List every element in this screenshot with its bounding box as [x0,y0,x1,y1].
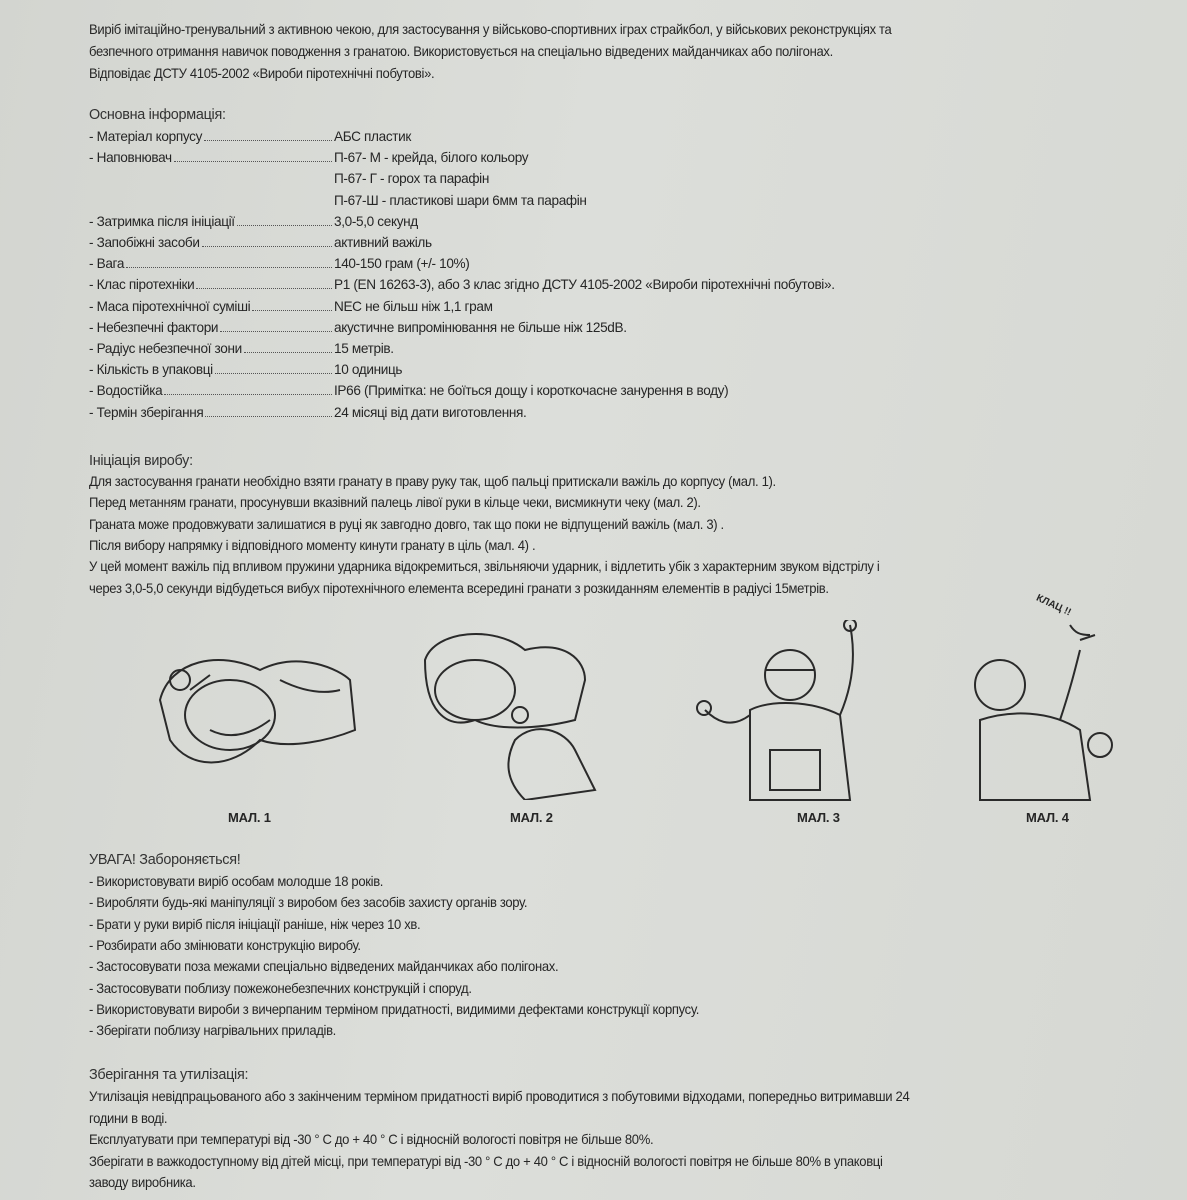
info-row [89,338,394,359]
info-value: 10 одиниць [334,362,403,378]
leader-dots [237,211,332,226]
intro-line: безпечного отримання навичок поводження з гранатою. Використовується на спеціально відведених майданчиках або полігонах. [89,44,833,59]
leader-dots [204,126,332,141]
info-key: - Маса піротехнічної суміші [89,298,251,314]
info-value: 24 місяці від дати виготовлення. [334,404,527,420]
info-key: - Термін зберігання [89,404,204,420]
info-row [89,147,528,168]
info-value: 15 метрів. [334,341,394,356]
text-line: - Використовувати вироби з вичерпаним терміном придатності, видимими дефектами конструкції корпусу. [89,1001,700,1017]
text-line: Граната може продовжувати залишатися в руці як завгодно довго, так що поки не відпущений важіль (мал. 3) . [89,516,724,532]
sound-effect-label: КЛАЦ !! [1034,592,1073,619]
leader-dots [220,317,332,332]
text-line: - Виробляти будь-які маніпуляції з виробом без засобів захисту органів зору. [89,895,528,911]
info-row [89,232,432,253]
info-key: - Запобіжні засоби [89,235,200,250]
info-row [89,274,835,295]
info-row [89,168,489,189]
text-line: заводу виробника. [89,1175,196,1190]
figure-soldier-throwing [960,620,1140,810]
info-value: 140-150 грам (+/- 10%) [334,256,470,272]
figure-soldier-holding-grenade [690,620,890,810]
info-row [89,359,402,380]
figure-caption: МАЛ. 4 [1026,810,1069,825]
leader-dots [164,380,332,395]
figure-hand-holding-grenade [150,620,370,800]
text-line: Для застосування гранати необхідно взяти гранату в праву руку так, щоб пальці притискали важіль до корпусу (мал. 1). [89,474,776,489]
text-line: У цей момент важіль під впливом пружини ударника відокремиться, звільняючи ударник, і відлетить убік з характерним звуком відстрілу і [89,559,880,575]
info-value: акустичне випромінювання не більше ніж 125dB. [334,319,627,335]
text-line: через 3,0-5,0 секунди відбудеться вибух піротехнічного елемента всередині гранати з розкиданням елементів в радіусі 15метрів. [89,580,829,596]
leader-dots [244,338,332,353]
info-key: - Клас піротехніки [89,277,195,293]
text-line: - Застосовувати поза межами спеціально відведених майданчиках або полігонах. [89,959,559,975]
leader-dots [126,253,332,268]
info-value: П-67- М - крейда, білого кольору [334,150,529,166]
leader-dots [252,296,332,311]
text-line: - Брати у руки виріб після ініціації раніше, ніж через 10 хв. [89,916,421,932]
info-value: P1 (EN 16263-3), або 3 клас згідно ДСТУ 4105-2002 «Вироби піротехнічні побутові». [334,277,835,293]
info-value: 3,0-5,0 секунд [334,213,418,229]
info-key: - Вага [89,256,125,272]
basic-info-heading: Основна інформація: [89,106,226,123]
intro-line: Виріб імітаційно-тренувальний з активною чекою, для застосування у військово-спортивних іграх страйкбол, у військових реконструкціях та [89,22,892,37]
text-line: Перед метанням гранати, просунувши вказівний палець лівої руки в кільце чеки, висмикнути чеку (мал. 2). [89,495,701,511]
info-row [89,402,526,423]
text-line: Утилізація невідпрацьованого або з закінченим терміном придатності виріб проводитися з побутовими відходами, попередньо витримавши 24 [89,1089,910,1104]
info-value: П-67-Ш - пластикові шари 6мм та парафін [334,192,587,208]
leader-dots [202,232,332,247]
text-line: - Зберігати поблизу нагрівальних приладів. [89,1023,336,1039]
info-row [89,190,587,211]
info-value: IP66 (Примітка: не боїться дощу і короткочасне занурення в воду) [334,383,729,399]
info-key: - Наповнювач [89,150,172,166]
info-row [89,126,411,147]
figure-pulling-pin [415,620,615,800]
intro-line: Відповідає ДСТУ 4105-2002 «Вироби піротехнічні побутові». [89,66,435,81]
text-line: - Застосовувати поблизу пожежонебезпечних конструкцій і споруд. [89,980,472,996]
info-key: - Водостійка [89,383,163,399]
text-line: - Розбирати або змінювати конструкцію виробу. [89,937,361,953]
figure-caption: МАЛ. 1 [228,810,271,825]
text-line: - Використовувати виріб особам молодше 18 років. [89,874,384,889]
figure-caption: МАЛ. 3 [797,810,840,825]
text-line: Експлуатувати при температурі від -30 ° C до + 40 ° C і відносній вологості повітря не більше 80%. [89,1132,654,1147]
info-key: - Кількість в упаковці [89,362,213,378]
info-value: NEC не більш ніж 1,1 грам [334,298,493,314]
warning-heading: УВАГА! Забороняється! [89,851,241,868]
info-row [89,253,469,274]
figure-caption: МАЛ. 2 [510,810,553,825]
leader-dots [196,274,332,289]
info-row [89,317,627,338]
info-row [89,380,728,401]
info-key: - Небезпечні фактори [89,319,219,335]
text-line: години в воді. [89,1110,168,1126]
text-line: Зберігати в важкодоступному від дітей місці, при температурі від -30 ° C до + 40 ° C і відносній вологості повітря не більше 80% в упаковці [89,1153,883,1169]
text-line: Після вибору напрямку і відповідного моменту кинути гранату в ціль (мал. 4) . [89,537,536,553]
storage-heading: Зберігання та утилізація: [89,1066,249,1083]
info-row [89,296,493,317]
info-key: - Матеріал корпусу [89,129,203,144]
info-value: активний важіль [334,235,432,250]
info-row [89,211,418,232]
info-value: АБС пластик [334,129,411,144]
leader-dots [174,147,332,162]
info-key: - Затримка після ініціації [89,213,235,229]
leader-dots [215,359,332,374]
initiation-heading: Ініціація виробу: [89,452,193,469]
leader-dots [205,402,332,417]
info-key: - Радіус небезпечної зони [89,341,242,356]
info-value: П-67- Г - горох та парафін [334,171,489,187]
